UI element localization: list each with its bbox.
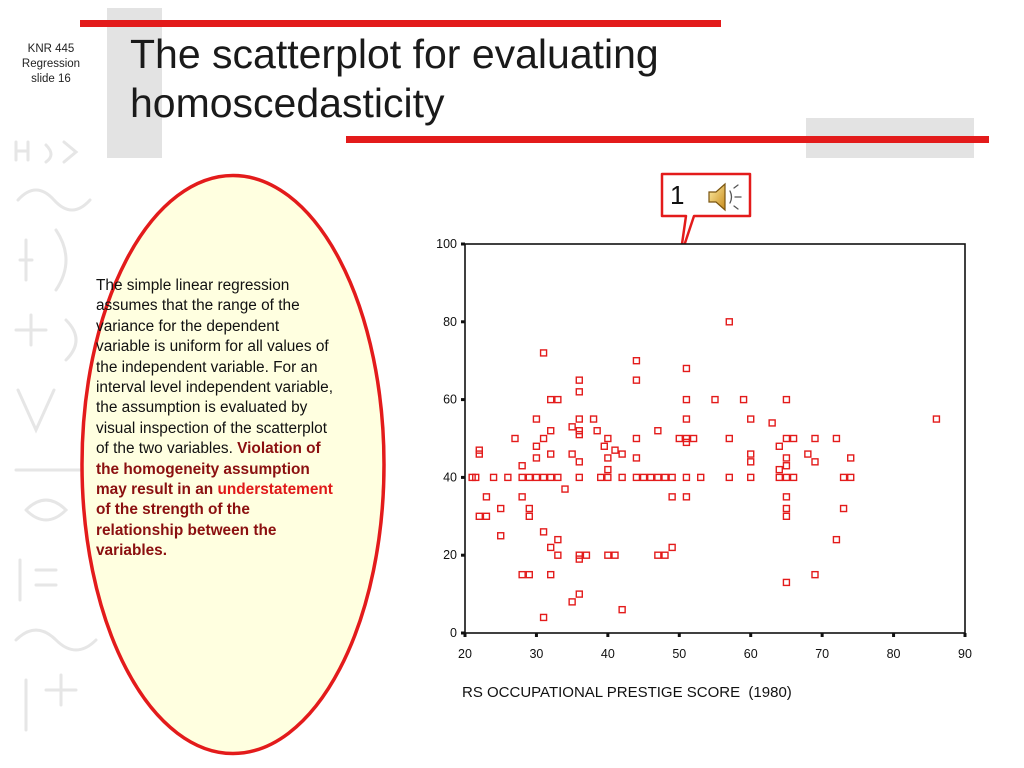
course-slide-label: KNR 445 Regression slide 16	[21, 43, 81, 85]
speaker-icon[interactable]	[706, 181, 744, 213]
x-tick-label: 60	[743, 647, 758, 661]
decorative-red-line	[346, 136, 989, 143]
y-tick-label: 20	[443, 548, 457, 563]
callout-number: 1	[670, 180, 685, 210]
understatement-emphasis: understatement	[217, 481, 333, 499]
y-tick-label: 60	[443, 392, 457, 407]
y-tick-label: 100	[436, 237, 457, 251]
violation-statement: Violation of the homogeneity assumption may result in an	[96, 440, 321, 499]
x-tick-label: 20	[458, 647, 472, 661]
violation-statement-end: of the strength of the relationship between the variables.	[96, 501, 277, 560]
explanation-intro: The simple linear regression assumes that the range of the variance for the dependent variable is uniform for all values of the independent variable. For an interval level independent variable, the assumption is evaluated by visual inspection of the scatterplot of the two variables.	[96, 277, 333, 458]
scatterplot	[420, 232, 980, 662]
y-tick-label: 80	[443, 314, 457, 329]
x-tick-label: 90	[958, 647, 972, 661]
slide-title: The scatterplot for evaluating homoscedasticity	[130, 31, 659, 126]
x-tick-label: 30	[529, 647, 544, 661]
y-tick-label: 0	[450, 626, 457, 640]
x-tick-label: 80	[886, 647, 901, 661]
explanation-text	[96, 276, 336, 562]
x-tick-label: 50	[672, 647, 687, 661]
x-tick-label: 40	[600, 647, 615, 661]
x-tick-label: 70	[815, 647, 830, 661]
x-axis-title: RS OCCUPATIONAL PRESTIGE SCORE (1980)	[462, 684, 792, 701]
y-tick-label: 40	[443, 470, 457, 485]
decorative-red-line	[80, 20, 721, 27]
